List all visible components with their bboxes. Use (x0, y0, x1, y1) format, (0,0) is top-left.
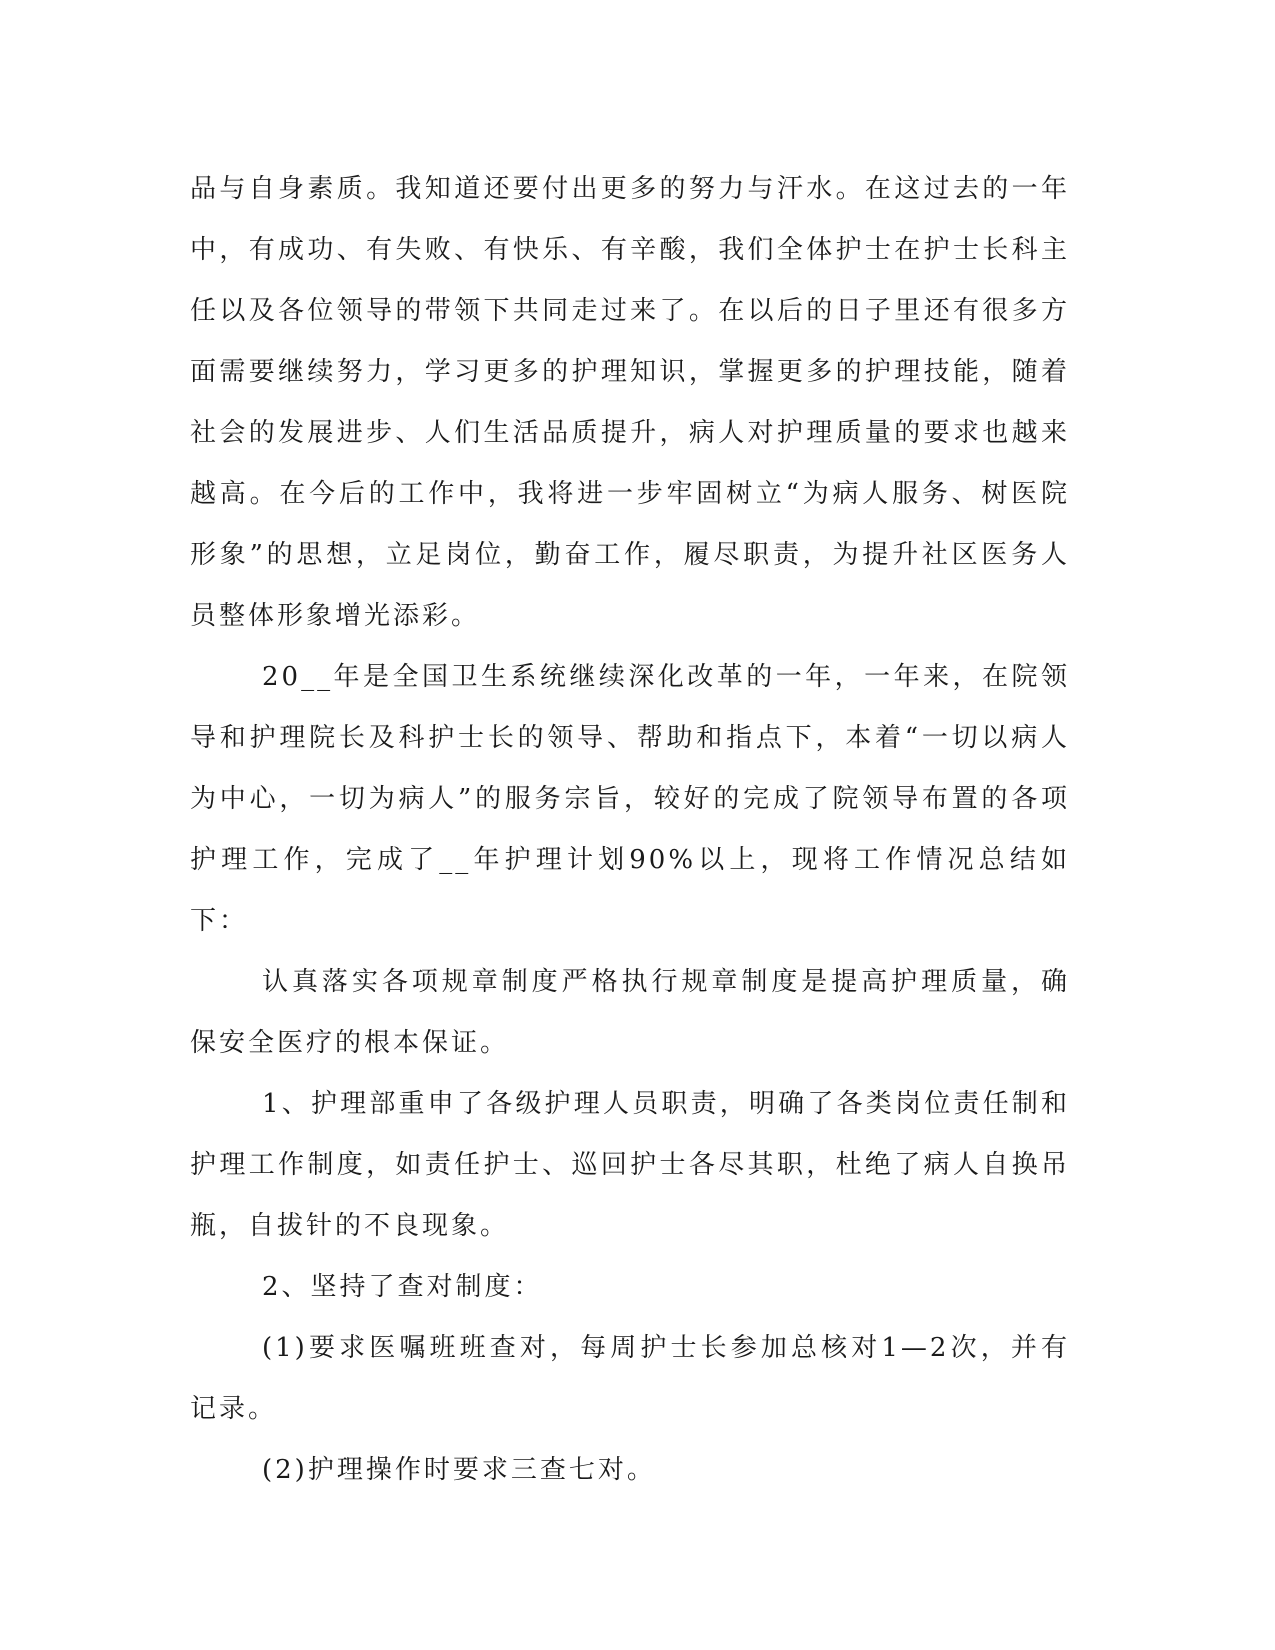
paragraph-item-1: 1、护理部重申了各级护理人员职责，明确了各类岗位责任制和护理工作制度，如责任护士、巡回护士各尽其职，杜绝了病人自换吊瓶，自拔针的不良现象。 (190, 1089, 1070, 1241)
paragraph-subitem-2: (2)护理操作时要求三查七对。 (262, 1455, 656, 1485)
paragraph-item-2: 2、坚持了查对制度： (262, 1272, 543, 1302)
paragraph-rules: 认真落实各项规章制度严格执行规章制度是提高护理质量，确保安全医疗的根本保证。 (190, 967, 1070, 1058)
paragraph-summary-intro: 20__年是全国卫生系统继续深化改革的一年，一年来，在院领导和护理院长及科护士长的领导、帮助和指点下，本着“一切以病人为中心，一切为病人”的服务宗旨，较好的完成了院领导布置的各项护理工作，完成了__年护理计划90%以上，现将工作情况总结如下： (190, 662, 1070, 936)
paragraph-subitem-1: (1)要求医嘱班班查对，每周护士长参加总核对1—2次，并有记录。 (190, 1333, 1070, 1424)
document-body (190, 159, 1070, 1501)
paragraph-continuation: 品与自身素质。我知道还要付出更多的努力与汗水。在这过去的一年中，有成功、有失败、有快乐、有辛酸，我们全体护士在护士长科主任以及各位领导的带领下共同走过来了。在以后的日子里还有很多方面需要继续努力，学习更多的护理知识，掌握更多的护理技能，随着社会的发展进步、人们生活品质提升，病人对护理质量的要求也越来越高。在今后的工作中，我将进一步牢固树立“为病人服务、树医院形象”的思想，立足岗位，勤奋工作，履尽职责，为提升社区医务人员整体形象增光添彩。 (190, 174, 1070, 631)
